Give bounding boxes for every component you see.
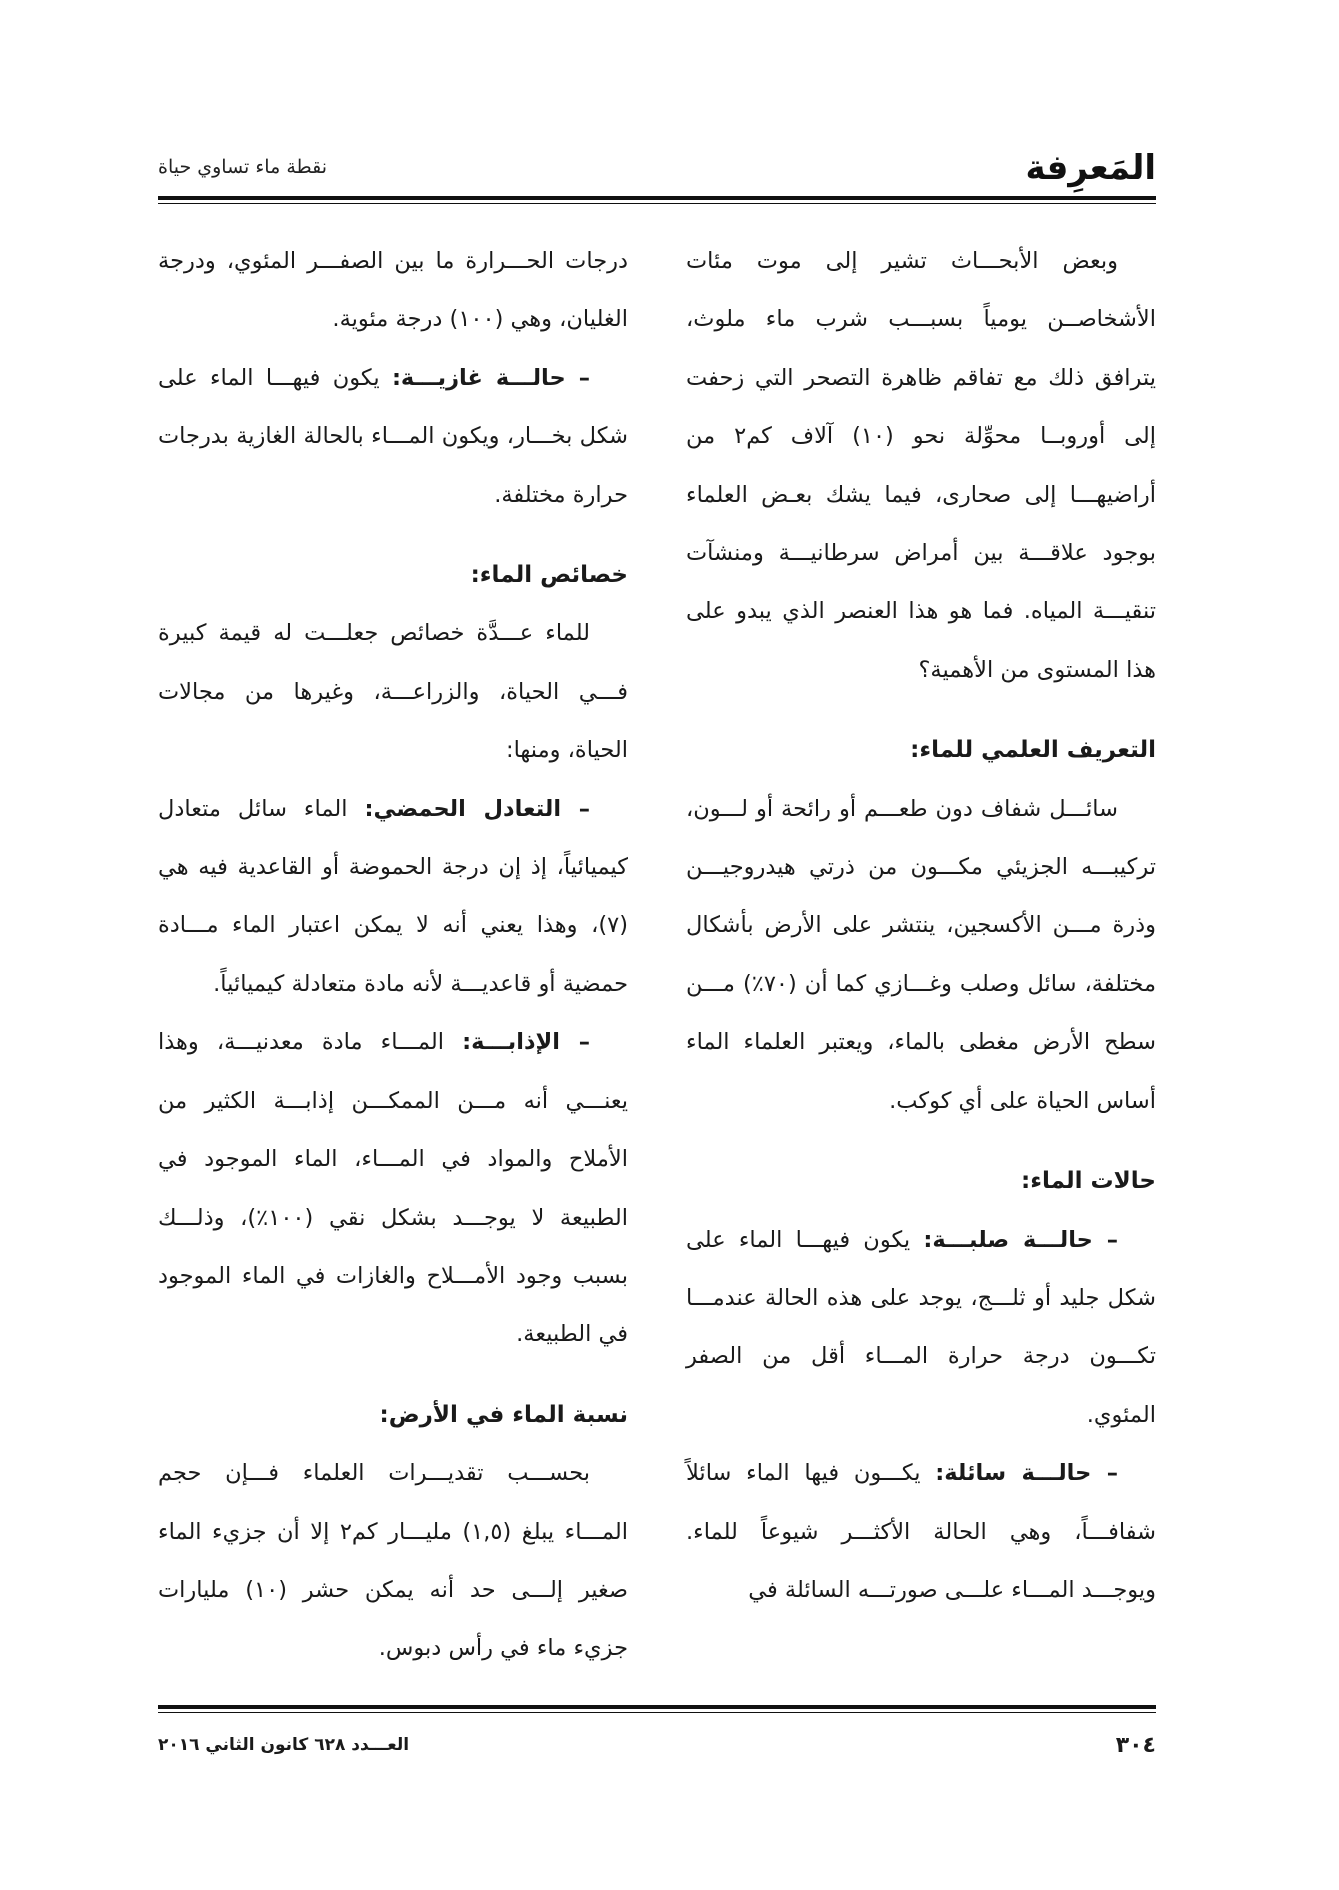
paragraph — [686, 1211, 1156, 1445]
paragraph: بحســـب تقديـــرات العلماء فـــإن حجم المـــاء يبلغ (١,٥) مليـــار كم٢ إلا أن جزيء الماء صغير إلـــى حد أنه يمكن حشر (١٠) مليارات جزيء ماء في رأس دبوس. — [158, 1460, 629, 1662]
paragraph-text: يكون فيهـــا الماء على شكل جليد أو ثلـــج، يوجد على هذه الحالة عندمـــا تكـــون درجة حرارة المـــاء أقل من الصفر المئوي. — [686, 1226, 1156, 1428]
paragraph: وبعض الأبحـــاث تشير إلى موت مئات الأشخاصــن يومياً بسبـــب شرب ماء ملوث، يترافق ذلك مع تفاقم ظاهرة التصحر التي زحفت إلى أوروبــا محوِّلة نحو (١٠) آلاف كم٢ من أراضيهـــا إلى صحارى، فيما يشك بعـض العلماء بوجود علاقـــة بين أمراض سرطانيـــة ومنشآت تنقيـــة المياه. فما هو هذا العنصر الذي يبدو على هذا المستوى من الأهمية؟ — [686, 248, 1156, 683]
issue-label: العـــدد ٦٢٨ كانون الثاني ٢٠١٦ — [158, 1735, 410, 1755]
header-rule-thin — [158, 203, 1156, 204]
magazine-logo: المَعرِفة — [1025, 148, 1156, 188]
section-heading: خصائص الماء: — [470, 562, 628, 589]
page-header — [158, 150, 1156, 188]
paragraph-text: المـــاء مادة معدنيـــة، وهذا يعنـــي أنه مـــن الممكـــن إذابـــة الكثير من الأملاح والمواد في المـــاء، الماء الموجود في الطبيعة لا يوجـــد بشكل نقي (١٠٠٪)، وذلـــك بسبب وجود الأمـــلاح والغازات في الماء الموجود في الطبيعة. — [158, 1029, 628, 1348]
section-heading: نسبة الماء في الأرض: — [379, 1401, 628, 1428]
paragraph — [158, 1013, 628, 1363]
paragraph — [686, 1444, 1156, 1619]
paragraph — [158, 780, 628, 1014]
paragraph-lead: – التعادل الحمضي: — [364, 795, 591, 822]
paragraph-text: يكون فيهـــا الماء على شكل بخـــار، ويكون المـــاء بالحالة الغازية بدرجات حرارة مختلفة. — [158, 364, 628, 508]
paragraph-text: الماء سائل متعادل كيميائياً، إذ إن درجة الحموضة أو القاعدية فيه هي (٧)، وهذا يعني أنه لا يمكن اعتبار الماء مـــادة حمضية أو قاعديـــة لأنه مادة متعادلة كيميائياً. — [158, 795, 628, 997]
paragraph: للماء عـــدَّة خصائص جعلـــت له قيمة كبيرة فـــي الحياة، والزراعـــة، وغيرها من مجالات الحياة، ومنها: — [158, 620, 628, 764]
right-column — [686, 232, 1156, 1619]
paragraph-lead: – حالـــة صلبـــة: — [923, 1226, 1118, 1253]
running-title: نقطة ماء تساوي حياة — [158, 156, 327, 178]
paragraph-lead: – الإذابـــة: — [462, 1029, 590, 1056]
paragraph-lead: – حالـــة غازيـــة: — [391, 364, 590, 391]
paragraph: سائـــل شفاف دون طعـــم أو رائحة أو لـــون، تركيبـــه الجزيئي مكـــون من ذرتي هيدروجيـــن وذرة مـــن الأكسجين، ينتشر على الأرض بأشكال مختلفة، سائل وصلب وغـــازي كما أن (٧٠٪) مـــن سطح الأرض مغطى بالماء، ويعتبر العلماء الماء أساس الحياة على أي كوكب. — [686, 795, 1156, 1114]
page-number: ٣٠٤ — [1115, 1733, 1156, 1758]
left-column — [158, 232, 628, 1678]
footer-rule — [158, 1705, 1156, 1709]
section-heading: حالات الماء: — [1021, 1168, 1156, 1195]
footer-rule-thin — [158, 1712, 1156, 1713]
paragraph-lead: – حالـــة سائلة: — [935, 1460, 1118, 1487]
paragraph: درجات الحـــرارة ما بين الصفـــر المئوي، ودرجة الغليان، وهي (١٠٠) درجة مئوية. — [158, 248, 628, 333]
paragraph — [158, 349, 628, 524]
header-rule — [158, 196, 1156, 200]
section-heading: التعريف العلمي للماء: — [910, 737, 1156, 764]
paragraph-text: يكـــون فيها الماء سائلاً شفافـــاً، وهي الحالة الأكثـــر شيوعاً للماء. ويوجـــد المـــاء علـــى صورتـــه السائلة في — [686, 1460, 1156, 1603]
